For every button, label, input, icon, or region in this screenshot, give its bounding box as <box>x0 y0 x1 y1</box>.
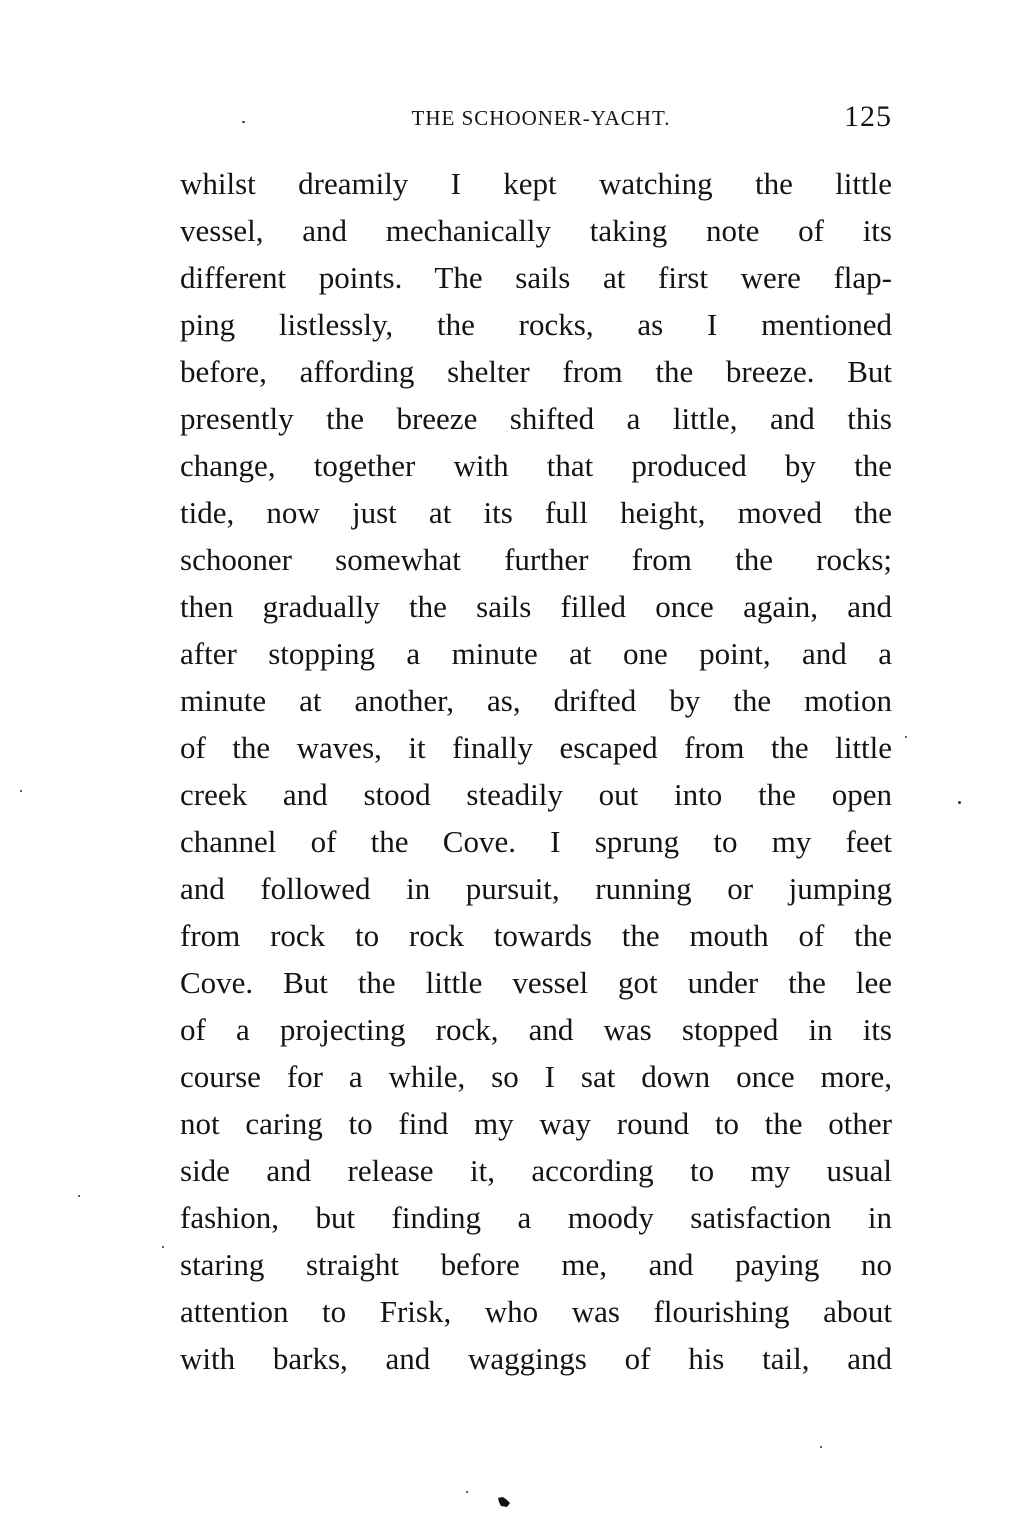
text-line: vessel, and mechanically taking note of its <box>180 213 892 248</box>
text-line: of a projecting rock, and was stopped in its <box>180 1012 892 1047</box>
running-title: THE SCHOONER-YACHT. <box>411 106 671 130</box>
body-text <box>180 160 892 1382</box>
text-line: whilst dreamily I kept watching the little <box>180 166 892 201</box>
scan-speck <box>820 1446 822 1448</box>
text-line: different points. The sails at first were flap- <box>180 260 892 295</box>
text-line: schooner somewhat further from the rocks; <box>180 542 892 577</box>
text-line: staring straight before me, and paying no <box>180 1247 892 1282</box>
text-line: before, affording shelter from the breeze. But <box>180 354 892 389</box>
text-line: side and release it, according to my usual <box>180 1153 892 1188</box>
text-line: course for a while, so I sat down once more, <box>180 1059 892 1094</box>
text-line: ping listlessly, the rocks, as I mentioned <box>180 307 892 342</box>
scan-speck <box>78 1195 80 1197</box>
scan-speck <box>20 790 22 792</box>
text-line: with barks, and waggings of his tail, and <box>180 1341 892 1376</box>
text-line: change, together with that produced by the <box>180 448 892 483</box>
scan-speck <box>905 736 907 738</box>
text-line: minute at another, as, drifted by the motion <box>180 683 892 718</box>
text-line: not caring to find my way round to the other <box>180 1106 892 1141</box>
text-line: creek and stood steadily out into the open <box>180 777 892 812</box>
text-line: channel of the Cove. I sprung to my feet <box>180 824 892 859</box>
text-line: of the waves, it finally escaped from the little <box>180 730 892 765</box>
text-line: and followed in pursuit, running or jumping <box>180 871 892 906</box>
running-head <box>180 100 892 140</box>
scan-speck <box>162 1246 164 1248</box>
text-line: Cove. But the little vessel got under the lee <box>180 965 892 1000</box>
scan-speck <box>466 1491 468 1493</box>
text-line: tide, now just at its full height, moved the <box>180 495 892 530</box>
page-number: 125 <box>844 100 892 133</box>
scan-speck <box>958 801 961 804</box>
text-line: presently the breeze shifted a little, and this <box>180 401 892 436</box>
text-line: then gradually the sails filled once again, and <box>180 589 892 624</box>
ink-blot-mark <box>495 1495 513 1509</box>
text-line: after stopping a minute at one point, and a <box>180 636 892 671</box>
text-line: fashion, but finding a moody satisfaction in <box>180 1200 892 1235</box>
text-line: attention to Frisk, who was flourishing about <box>180 1294 892 1329</box>
scan-speck <box>242 121 245 123</box>
text-line: from rock to rock towards the mouth of the <box>180 918 892 953</box>
